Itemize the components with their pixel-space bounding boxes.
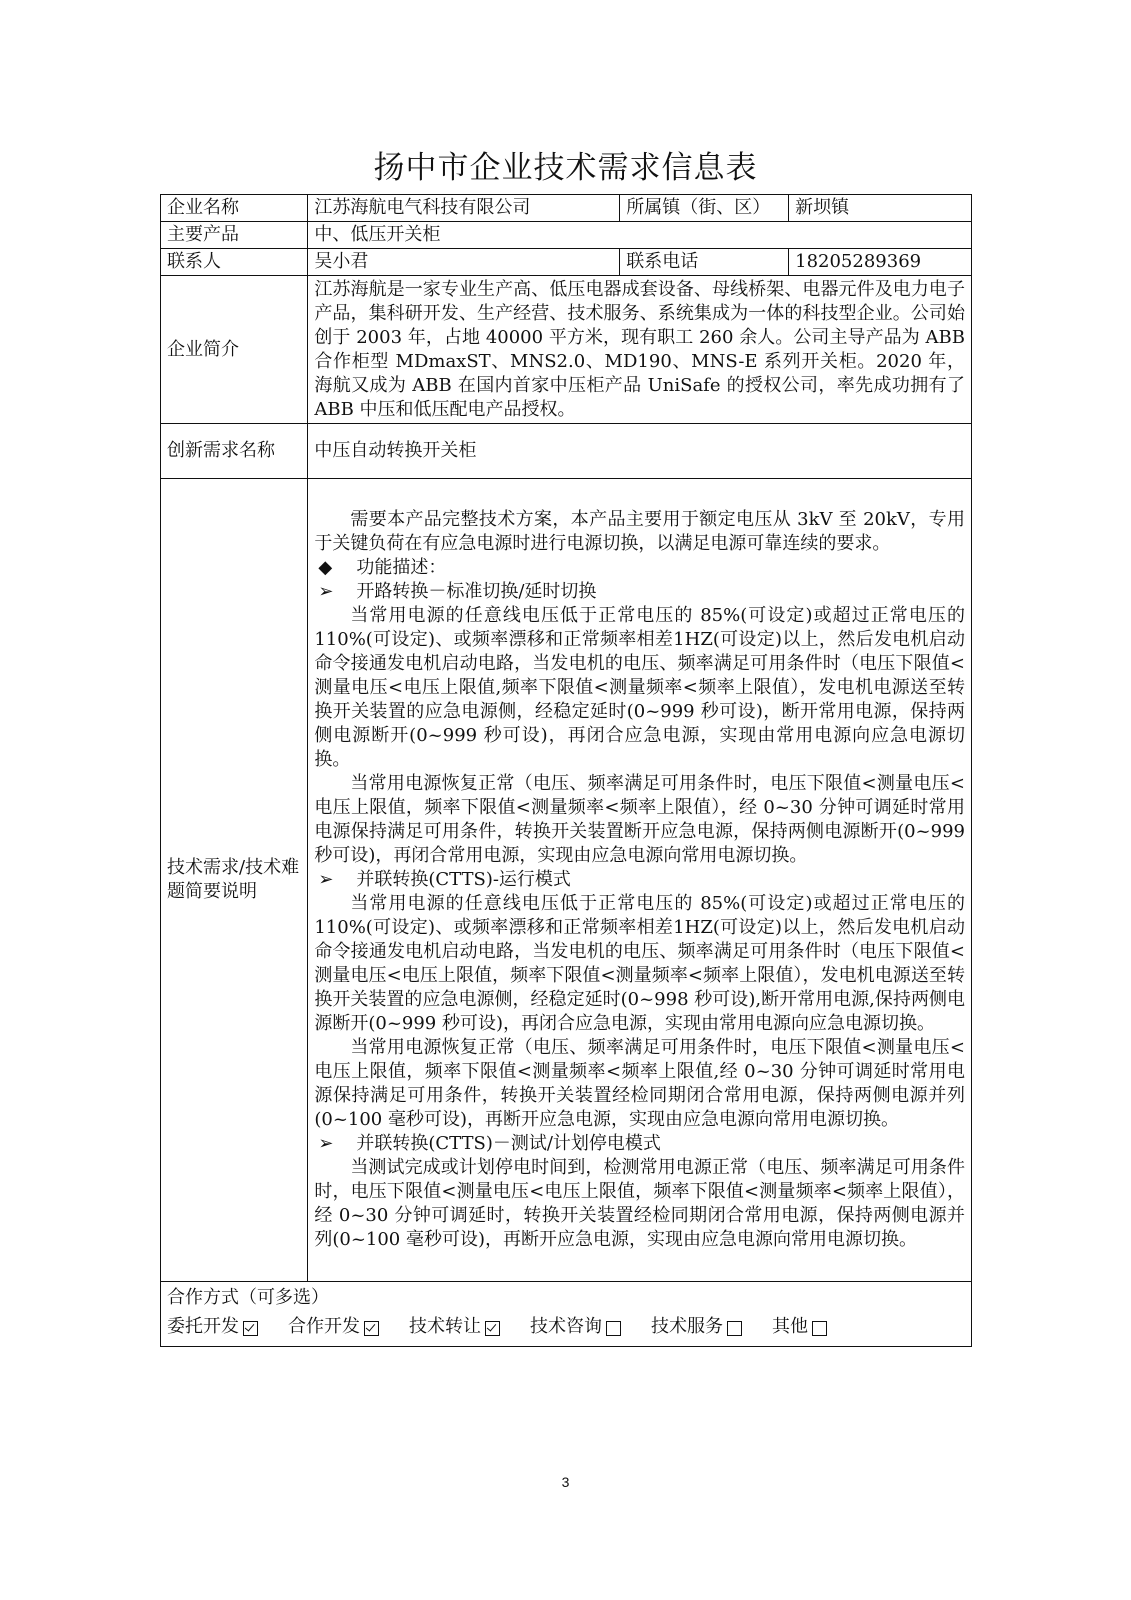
arrow-bullet-icon: ➢ [318, 1133, 334, 1154]
section-paragraph: 当常用电源的任意线电压低于正常电压的 85%(可设定)或超过正常电压的110%(可设定)、或频率漂移和正常频率相差1HZ(可设定)以上，然后发电机启动命令接通发电机启动电路，当发电机的电压、频率满足可用条件时（电压下限值<测量电压<电压上限值，频率下限值<测量频率<频率上限值），发电机电源送至转换开关装置的应急电源侧，经稳定延时(0~998 秒可设),断开常用电源,保持两侧电源断开(0~999 秒可设)，再闭合应急电源，实现由常用电源向应急电源切换。 [314, 893, 965, 1034]
table-row [161, 1282, 972, 1347]
demand-name-value: 中压自动转换开关柜 [308, 424, 972, 479]
cooperation-options [167, 1312, 965, 1346]
section-title-text: 并联转换(CTTS)－测试/计划停电模式 [356, 1133, 661, 1154]
cooperation-option-label: 委托开发 [167, 1316, 239, 1337]
section-parallel-run-title [314, 868, 965, 892]
section-title-text: 开路转换－标准切换/延时切换 [356, 581, 597, 602]
arrow-bullet-icon: ➢ [318, 581, 334, 602]
page-number: 3 [561, 1474, 570, 1490]
section-paragraph: 当常用电源恢复正常（电压、频率满足可用条件时，电压下限值<测量电压<电压上限值，频率下限值<测量频率<频率上限值,经 0~30 分钟可调延时常用电源保持满足可用条件，转换开关装置经检同期闭合常用电源，保持两侧电源并列(0~100 毫秒可设)，再断开应急电源，实现由应急电源向常用电源切换。 [314, 1037, 965, 1130]
cooperation-option-label: 其他 [772, 1316, 808, 1337]
contact-label: 联系人 [161, 249, 308, 276]
cooperation-option[interactable] [530, 1312, 621, 1342]
table-row [161, 195, 972, 222]
cooperation-option[interactable] [409, 1312, 500, 1342]
table-row [161, 249, 972, 276]
unchecked-checkbox-icon[interactable] [812, 1321, 827, 1336]
section-title-text: 并联转换(CTTS)-运行模式 [356, 869, 571, 890]
company-name-label: 企业名称 [161, 195, 308, 222]
products-label: 主要产品 [161, 222, 308, 249]
cooperation-option-label: 技术服务 [651, 1316, 723, 1337]
demand-intro-paragraph: 需要本产品完整技术方案，本产品主要用于额定电压从 3kV 至 20kV，专用于关键负荷在有应急电源时进行电源切换，以满足电源可靠连续的要求。 [314, 509, 965, 554]
phone-label: 联系电话 [620, 249, 789, 276]
town-label: 所属镇（街、区） [620, 195, 789, 222]
contact-value: 吴小君 [308, 249, 620, 276]
section-paragraph: 当测试完成或计划停电时间到，检测常用电源正常（电压、频率满足可用条件时，电压下限值<测量电压<电压上限值，频率下限值<测量频率<频率上限值），经 0~30 分钟可调延时，转换开关装置经检同期闭合常用电源，保持两侧电源并列(0~100 毫秒可设)，再断开应急电源，实现由应急电源向常用电源切换。 [314, 1157, 965, 1250]
cooperation-label: 合作方式（可多选） [167, 1287, 329, 1308]
section-open-transition-title [314, 580, 965, 604]
table-row [161, 479, 972, 1282]
checked-checkbox-icon[interactable] [364, 1321, 379, 1336]
demand-info-table [160, 194, 972, 1347]
function-heading-text: 功能描述： [356, 557, 447, 578]
cooperation-option-label: 技术转让 [409, 1316, 481, 1337]
section-parallel-test-title [314, 1132, 965, 1156]
arrow-bullet-icon: ➢ [318, 869, 334, 890]
table-row [161, 222, 972, 249]
unchecked-checkbox-icon[interactable] [727, 1321, 742, 1336]
function-heading [314, 556, 965, 580]
company-name-value: 江苏海航电气科技有限公司 [308, 195, 620, 222]
unchecked-checkbox-icon[interactable] [606, 1321, 621, 1336]
section-paragraph: 当常用电源恢复正常（电压、频率满足可用条件时，电压下限值<测量电压<电压上限值，频率下限值<测量频率<频率上限值），经 0~30 分钟可调延时常用电源保持满足可用条件，转换开关装置断开应急电源，保持两侧电源断开(0~999 秒可设)，再闭合常用电源，实现由应急电源向常用电源切换。 [314, 773, 965, 866]
cooperation-option-label: 合作开发 [288, 1316, 360, 1337]
form-title: 扬中市企业技术需求信息表 [373, 150, 758, 186]
company-intro-text: 江苏海航是一家专业生产高、低压电器成套设备、母线桥架、电器元件及电力电子产品，集科研开发、生产经营、技术服务、系统集成为一体的科技型企业。公司始创于 2003 年，占地 40000 平方米，现有职工 260 余人。公司主导产品为 ABB 合作柜型 MDmaxST、MNS2.0、MD190、MNS-E 系列开关柜。2020 年，海航又成为 ABB 在国内首家中压柜产品 UniSafe 的授权公司，率先成功拥有了 ABB 中压和低压配电产品授权。 [308, 276, 972, 424]
cooperation-option-label: 技术咨询 [530, 1316, 602, 1337]
company-intro-label: 企业简介 [161, 276, 308, 424]
phone-value: 18205289369 [789, 249, 972, 276]
cooperation-cell [161, 1282, 972, 1347]
products-value: 中、低压开关柜 [308, 222, 972, 249]
cooperation-option[interactable] [772, 1312, 827, 1342]
diamond-bullet-icon: ◆ [318, 557, 333, 578]
table-row [161, 276, 972, 424]
cooperation-option[interactable] [651, 1312, 742, 1342]
demand-detail-label: 技术需求/技术难题简要说明 [161, 479, 308, 1282]
table-row [161, 424, 972, 479]
demand-name-label: 创新需求名称 [161, 424, 308, 479]
section-paragraph: 当常用电源的任意线电压低于正常电压的 85%(可设定)或超过正常电压的110%(可设定)、或频率漂移和正常频率相差1HZ(可设定)以上，然后发电机启动命令接通发电机启动电路，当发电机的电压、频率满足可用条件时（电压下限值<测量电压<电压上限值,频率下限值<测量频率<频率上限值），发电机电源送至转换开关装置的应急电源侧，经稳定延时(0~999 秒可设)，断开常用电源，保持两侧电源断开(0~999 秒可设)，再闭合应急电源，实现由常用电源向应急电源切换。 [314, 605, 965, 770]
cooperation-option[interactable] [288, 1312, 379, 1342]
checked-checkbox-icon[interactable] [485, 1321, 500, 1336]
checked-checkbox-icon[interactable] [243, 1321, 258, 1336]
demand-detail-cell [308, 479, 972, 1282]
cooperation-option[interactable] [167, 1312, 258, 1342]
town-value: 新坝镇 [789, 195, 972, 222]
